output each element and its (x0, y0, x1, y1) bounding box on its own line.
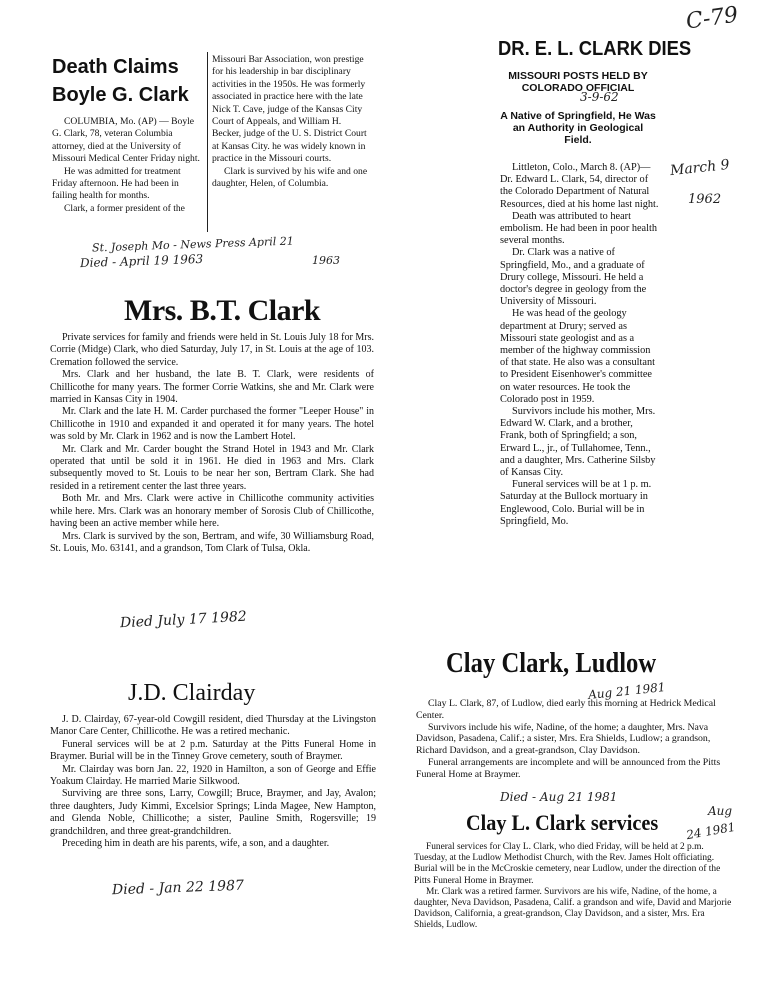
clay1-para: Clay L. Clark, 87, of Ludlow, died early this morning at Hedrick Medical Center. (416, 698, 716, 721)
bt-title: Mrs. B.T. Clark (124, 294, 321, 327)
el-subhead-2: A Native of Springfield, He Was an Authority in Geological Field. (500, 110, 656, 146)
clairday-died-note: Died - Jan 22 1987 (111, 877, 245, 899)
clay1-para: Survivors include his wife, Nadine, of the home; a daughter, Mrs. Nava Davidson, Pasadena, Calif.; a sister, Mrs. Era Shields, Ludlow; a grandson, Richard Davidson, and a great-grandson, Clay Davidson. (416, 721, 711, 757)
clairday-title: J.D. Clairday (128, 680, 256, 706)
bt-para: Mrs. Clark and her husband, the late B. T. Clark, were residents of Chillicothe for many years. The former Corrie Watkins, she and Mr. Clark were married in Kansas City in 1904. (50, 369, 374, 406)
clay1-body (416, 698, 734, 781)
el-subhead-1: MISSOURI POSTS HELD BY COLORADO OFFICIAL (508, 70, 648, 94)
bt-para: Both Mr. and Mrs. Clark were active in Chillicothe community activities while here. Mrs. Clark was an honorary member of Sorosis Club of Chillicothe, having been an active member while here. (50, 493, 374, 530)
el-para: Littleton, Colo., March 8. (AP)—Dr. Edward L. Clark, 54, director of the Colorado Department of Natural Resources, died at his home last night. (500, 162, 659, 210)
bt-para: Private services for family and friends were held in St. Louis July 18 for Mrs. Corrie (Midge) Clark, who died Saturday, July 17, in St. Louis at the age of 103. Cremation followed the service. (50, 332, 374, 368)
el-margin-note-month: March 9 (669, 156, 731, 180)
clay1-died-note: Died - Aug 21 1981 (500, 790, 618, 804)
bt-para: Mrs. Clark is survived by the son, Bertram, and wife, 30 Williamsburg Road, St. Louis, Mo. 63141, and a grandson, Tom Clark of Tulsa, Okla. (50, 530, 374, 554)
el-body (500, 162, 660, 528)
clay2-body (414, 842, 736, 932)
el-para: Funeral services will be at 1 p. m. Saturday at the Bullock mortuary in Englewood, Colo. Burial will be in Springfield, Mo. (500, 479, 652, 527)
bt-para: Mr. Clark and the late H. M. Carder purchased the former "Leeper House" in Chillicothe in 1910 and expanded it and operated it for many years. The hotel was sold by Mr. Clark in 1962 and is now the Lambert Hotel. (50, 406, 374, 443)
bt-body (50, 332, 374, 555)
el-title: DR. E. L. CLARK DIES (498, 38, 692, 60)
clay1-title: Clay Clark, Ludlow (446, 648, 657, 679)
el-para: He was head of the geology department at Drury; served as Missouri state geologist and as a member of the highway commission of that state. He also was a consultant to President Eisenhower's committee on water resources. He took the Colorado post in 1959. (500, 308, 655, 405)
boyle-col1 (52, 116, 202, 215)
clay1-para: Funeral arrangements are incomplete and will be announced from the Pitts Funeral Home at Braymer. (416, 756, 721, 780)
corner-page-note: C-79 (684, 2, 740, 35)
clay2-para: Mr. Clark was a retired farmer. Survivors are his wife, Nadine, of the home, a daughter, Neva Davidson, Pasadena, Calif. a grandson and wife, David and Marjorie Davidson, California, a great-grandson, Clay Davidson, and a sister, Mrs. Era Shields, Ludlow. (414, 886, 732, 931)
boyle-column-rule (207, 52, 208, 232)
el-para: Survivors include his mother, Mrs. Edward W. Clark, and a brother, Frank, both of Springfield; a son, Erward L., jr., of Tullahomee, Tenn., and a daughter, Mrs. Catherine Silsby of Kansas City. (500, 406, 656, 479)
clairday-para: Mr. Clairday was born Jan. 22, 1920 in Hamilton, a son of George and Effie Yoakum Clairday. He married Marie Silkwood. (50, 763, 376, 788)
clay2-title: Clay L. Clark services (466, 810, 659, 835)
bt-died-note: Died July 17 1982 (119, 608, 248, 632)
el-para: Death was attributed to heart embolism. He had been in poor health several months. (500, 210, 657, 247)
boyle-col1-para: COLUMBIA, Mo. (AP) — Boyle G. Clark, 78, veteran Columbia attorney, died at the University of Missouri Medical Center Friday night. (52, 116, 200, 165)
boyle-year-note: 1963 (312, 254, 340, 267)
boyle-col2 (212, 54, 368, 190)
boyle-title-line2: Boyle G. Clark (52, 84, 189, 106)
boyle-col2-para: Clark is survived by his wife and one daughter, Helen, of Columbia. (212, 165, 368, 190)
clay2-para: Funeral services for Clay L. Clark, who died Friday, will be held at 2 p.m. Tuesday, at the Ludlow Methodist Church, with the Rev. James Holt officiating. Burial will be in the McCroskie cemetery, near Ludlow, under the direction of the Pitts Funeral Home in Braymer. (414, 842, 721, 886)
clay1-date-note: Aug 21 1981 (587, 679, 667, 703)
clay2-date-note: 24 1981 (685, 819, 737, 843)
boyle-source-note: St. Joseph Mo - News Press April 21 (91, 234, 294, 255)
boyle-col1-para: He was admitted for treatment Friday afternoon. He had been in failing health for months. (52, 165, 181, 202)
clairday-body (50, 714, 376, 850)
boyle-title-line1: Death Claims (52, 56, 179, 78)
el-para: Dr. Clark was a native of Springfield, Mo., and a graduate of Drury college, Missouri. He held a doctor's degree in geology from the University of Missouri. (500, 247, 647, 308)
bt-para: Mr. Clark and Mr. Carder bought the Strand Hotel in 1943 and Mr. Clark operated that until be sold it in 1961. He died in 1963 and Mrs. Clark subsequently moved to St. Louis to be near her son, Bertram Clark. She had resided in a retirement center the last three years. (50, 443, 374, 492)
boyle-died-note: Died - April 19 1963 (79, 251, 204, 271)
el-date-note: 3-9-62 (580, 90, 619, 104)
clairday-para: Funeral services will be at 2 p.m. Saturday at the Pitts Funeral Home in Braymer. Burial will be in the Tinney Grove cemetery, south of Braymer. (50, 738, 376, 763)
el-margin-note-year: 1962 (688, 192, 722, 207)
boyle-col1-para: Clark, a former president of the (64, 202, 185, 214)
clairday-para: Surviving are three sons, Larry, Cowgill; Bruce, Braymer, and Jay, Avalon; three daughters, Judy Kimmi, Excelsior Springs; Linda Magee, New Hampton, and Glenda Noble, Chillicothe; a sister, Pauline Smith, Rogersville; 19 grandchildren, and three great-grandchildren. (50, 788, 376, 837)
clairday-para: J. D. Clairday, 67-year-old Cowgill resident, died Thursday at the Livingston Manor Care Center, Chillicothe. He was a retired mechanic. (50, 714, 376, 738)
clay2-month-note: Aug (708, 804, 733, 818)
clairday-para: Preceding him in death are his parents, wife, a son, and a daughter. (62, 838, 330, 850)
boyle-col2-para: Missouri Bar Association, won prestige for his leadership in bar disciplinary activities in the 1950s. He was formerly associated in practice here with the late Nick T. Cave, judge of the Kansas City Court of Appeals, and William H. Becker, judge of the U. S. District Court at Kansas City. he was widely known in practice in the Missouri courts. (212, 54, 367, 165)
